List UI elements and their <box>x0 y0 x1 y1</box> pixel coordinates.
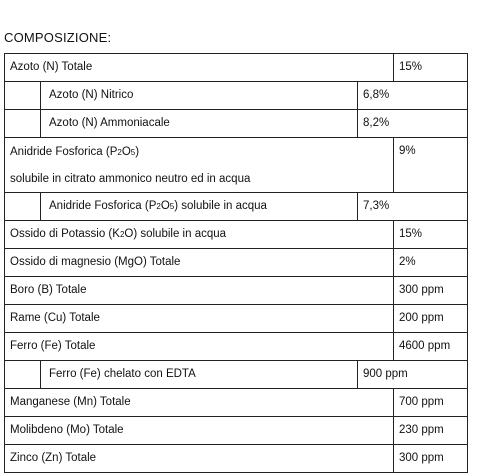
nutrient-value: 6,8% <box>358 82 468 110</box>
label-line-2: solubile in citrato ammonico neutro ed in acqua <box>10 172 251 185</box>
nutrient-value: 7,3% <box>358 193 468 221</box>
table-row <box>5 82 468 110</box>
nutrient-label <box>5 138 394 193</box>
table-row <box>5 54 468 82</box>
table-row <box>5 249 468 277</box>
nutrient-value: 300 ppm <box>394 277 468 305</box>
nutrient-value: 4600 ppm <box>394 333 468 361</box>
nutrient-label: Ossido di magnesio (MgO) Totale <box>5 249 394 277</box>
nutrient-value: 900 ppm <box>358 361 468 389</box>
nutrient-value: 230 ppm <box>394 417 468 445</box>
nutrient-label: Manganese (Mn) Totale <box>5 389 394 417</box>
nutrient-label: Ferro (Fe) Totale <box>5 333 394 361</box>
nutrient-label: Ossido di Potassio (K2O) solubile in acqua <box>5 221 394 249</box>
nutrient-value: 15% <box>394 54 468 82</box>
composition-heading: COMPOSIZIONE: <box>4 30 112 45</box>
table-row <box>5 221 468 249</box>
nutrient-value: 2% <box>394 249 468 277</box>
label-line-1: Anidride Fosforica (P2O5) <box>10 145 140 158</box>
table-row <box>5 333 468 361</box>
nutrient-value: 9% <box>394 138 468 193</box>
indent-cell <box>5 110 41 138</box>
nutrient-label: Azoto (N) Ammoniacale <box>41 110 358 138</box>
nutrient-label: Azoto (N) Totale <box>5 54 394 82</box>
table-row <box>5 277 468 305</box>
table-row <box>5 193 468 221</box>
table-row <box>5 361 468 389</box>
composition-table <box>4 53 468 473</box>
nutrient-label: Ferro (Fe) chelato con EDTA <box>41 361 358 389</box>
table-row <box>5 305 468 333</box>
indent-cell <box>5 193 41 221</box>
indent-cell <box>5 361 41 389</box>
table-row <box>5 417 468 445</box>
nutrient-label: Rame (Cu) Totale <box>5 305 394 333</box>
table-row <box>5 445 468 473</box>
nutrient-label: Boro (B) Totale <box>5 277 394 305</box>
nutrient-label: Zinco (Zn) Totale <box>5 445 394 473</box>
table-row <box>5 389 468 417</box>
nutrient-value: 200 ppm <box>394 305 468 333</box>
nutrient-label: Molibdeno (Mo) Totale <box>5 417 394 445</box>
nutrient-value: 300 ppm <box>394 445 468 473</box>
table-row <box>5 110 468 138</box>
table-row <box>5 138 468 193</box>
nutrient-label: Azoto (N) Nitrico <box>41 82 358 110</box>
nutrient-value: 15% <box>394 221 468 249</box>
nutrient-value: 8,2% <box>358 110 468 138</box>
nutrient-value: 700 ppm <box>394 389 468 417</box>
nutrient-label: Anidride Fosforica (P2O5) solubile in acqua <box>41 193 358 221</box>
indent-cell <box>5 82 41 110</box>
